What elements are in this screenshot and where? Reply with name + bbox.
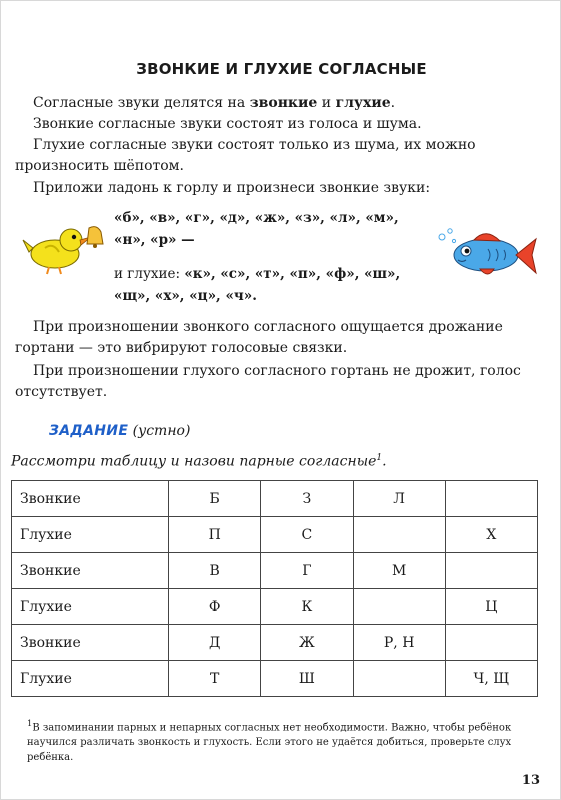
intro-p1-end: . — [390, 95, 396, 111]
voiceless-sounds-line-1 — [114, 263, 444, 285]
page-title: ЗВОНКИЕ И ГЛУХИЕ СОГЛАСНЫЕ — [136, 60, 427, 78]
intro-paragraph-3: Глухие согласные звуки состоят только из шума, их можно произносить шёпотом. — [15, 137, 476, 174]
voiceless-intro: и глухие: — [114, 266, 185, 282]
row-label: Глухие — [12, 661, 169, 697]
explanation-paragraph-voiced: При произношении звонкого согласного ощущается дрожание гортани — это вибрируют голосовые связки. — [15, 319, 503, 356]
table-row — [12, 661, 538, 697]
page-number: 13 — [521, 773, 540, 788]
voiced-sounds-examples — [114, 207, 444, 251]
task-instruction-end: . — [382, 453, 387, 470]
voiceless-sounds-first: «к», «с», «т», «п», «ф», «ш», — [184, 266, 401, 282]
row-label: Звонкие — [12, 481, 169, 517]
table-cell: В — [169, 553, 261, 589]
table-cell: Ц — [445, 589, 537, 625]
table-row — [12, 589, 538, 625]
table-cell: П — [169, 517, 261, 553]
intro-paragraph-1 — [15, 93, 545, 114]
row-label: Звонкие — [12, 625, 169, 661]
fish-illustration — [434, 223, 540, 279]
table-cell: Г — [261, 553, 353, 589]
table-cell: Ж — [261, 625, 353, 661]
term-voiced: звонкие — [249, 95, 318, 111]
row-label: Глухие — [12, 589, 169, 625]
voiced-sounds-line-1: «б», «в», «г», «д», «ж», «з», «л», «м», — [114, 210, 399, 226]
intro-p1-start: Согласные звуки делятся на — [33, 95, 250, 111]
voiceless-sounds-line-2: «щ», «х», «ц», «ч». — [114, 288, 257, 304]
voiced-sounds-line-2: «н», «р» — — [114, 232, 195, 248]
footnote-mark: 1 — [27, 718, 33, 728]
table-row — [12, 625, 538, 661]
table-cell: Р, Н — [353, 625, 445, 661]
intro-paragraph-4: Приложи ладонь к горлу и произнеси звонкие звуки: — [33, 180, 431, 196]
consonant-pairs-table — [11, 480, 538, 697]
task-note: (устно) — [128, 423, 191, 439]
table-row — [12, 553, 538, 589]
table-cell: Ш — [261, 661, 353, 697]
table-cell: Х — [445, 517, 537, 553]
explanation-paragraph-voiceless: При произношении глухого согласного гортань не дрожит, голос отсутствует. — [15, 363, 521, 400]
term-voiceless: глухие — [335, 95, 391, 111]
table-cell — [445, 481, 537, 517]
table-cell — [445, 625, 537, 661]
footnote-reference: 1 — [376, 453, 383, 463]
table-cell: Л — [353, 481, 445, 517]
table-cell — [353, 589, 445, 625]
table-cell — [353, 661, 445, 697]
table-cell: Ф — [169, 589, 261, 625]
table-row — [12, 517, 538, 553]
intro-paragraph-2: Звонкие согласные звуки состоят из голоса и шума. — [33, 116, 422, 132]
table-cell: К — [261, 589, 353, 625]
table-cell — [353, 517, 445, 553]
row-label: Звонкие — [12, 553, 169, 589]
table-cell: С — [261, 517, 353, 553]
table-cell: Д — [169, 625, 261, 661]
table-cell: З — [261, 481, 353, 517]
table-cell — [445, 553, 537, 589]
table-cell: М — [353, 553, 445, 589]
table-cell: Ч, Щ — [445, 661, 537, 697]
row-label: Глухие — [12, 517, 169, 553]
task-word: ЗАДАНИЕ — [49, 423, 129, 439]
task-instruction — [11, 453, 387, 470]
voiceless-sounds-examples — [114, 263, 444, 307]
table-row — [12, 481, 538, 517]
intro-p1-and: и — [317, 95, 336, 111]
task-heading — [49, 423, 190, 439]
table-cell: Б — [169, 481, 261, 517]
footnote-text: В запоминании парных и непарных согласных нет необходимости. Важно, чтобы ребёнок научился различать звонкость и глухость. Если этого не удаётся добиться, проверьте слух ребёнка. — [27, 722, 512, 764]
footnote — [27, 716, 537, 765]
bird-with-bell-illustration — [19, 218, 105, 276]
table-cell: Т — [169, 661, 261, 697]
task-instruction-text: Рассмотри таблицу и назови парные согласные — [11, 453, 377, 470]
